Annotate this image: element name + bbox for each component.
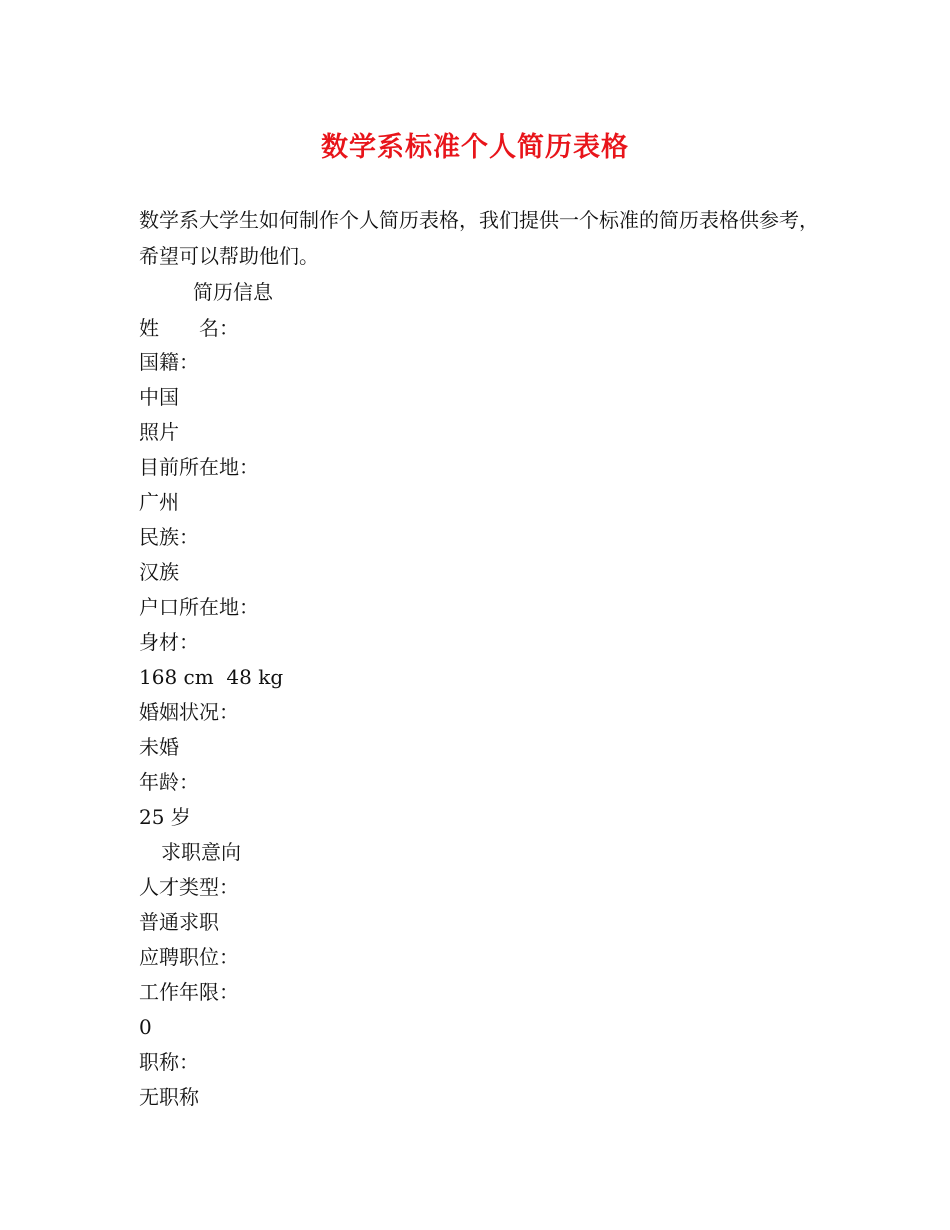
current-location-value: 广州 xyxy=(139,490,179,514)
hukou-label: 户口所在地： xyxy=(139,595,259,619)
section-heading-resume-info: 简历信息 xyxy=(193,280,273,304)
body-value: 168 cm 48 kg xyxy=(139,665,284,689)
experience-value: 0 xyxy=(139,1015,152,1039)
age-value: 25 岁 xyxy=(139,805,191,829)
position-label: 应聘职位： xyxy=(139,945,239,969)
photo-label: 照片 xyxy=(139,420,179,444)
talent-type-label: 人才类型： xyxy=(139,875,239,899)
name-label: 姓 名： xyxy=(139,316,239,340)
job-title-label: 职称： xyxy=(139,1050,199,1074)
ethnicity-label: 民族： xyxy=(139,525,199,549)
ethnicity-value: 汉族 xyxy=(139,560,179,584)
body-label: 身材： xyxy=(139,630,199,654)
section-heading-job-intent: 求职意向 xyxy=(161,840,241,864)
intro-paragraph: 数学系大学生如何制作个人简历表格，我们提供一个标准的简历表格供参考，希望可以帮助他们。 xyxy=(139,208,819,268)
age-label: 年龄： xyxy=(139,770,199,794)
current-location-label: 目前所在地： xyxy=(139,455,259,479)
experience-label: 工作年限： xyxy=(139,980,239,1004)
marital-status-value: 未婚 xyxy=(139,735,179,759)
marital-status-label: 婚姻状况： xyxy=(139,700,239,724)
talent-type-value: 普通求职 xyxy=(139,910,219,934)
nationality-value: 中国 xyxy=(139,385,179,409)
document-title: 数学系标准个人简历表格 xyxy=(321,132,629,163)
nationality-label: 国籍： xyxy=(139,350,199,374)
job-title-value: 无职称 xyxy=(139,1085,199,1109)
